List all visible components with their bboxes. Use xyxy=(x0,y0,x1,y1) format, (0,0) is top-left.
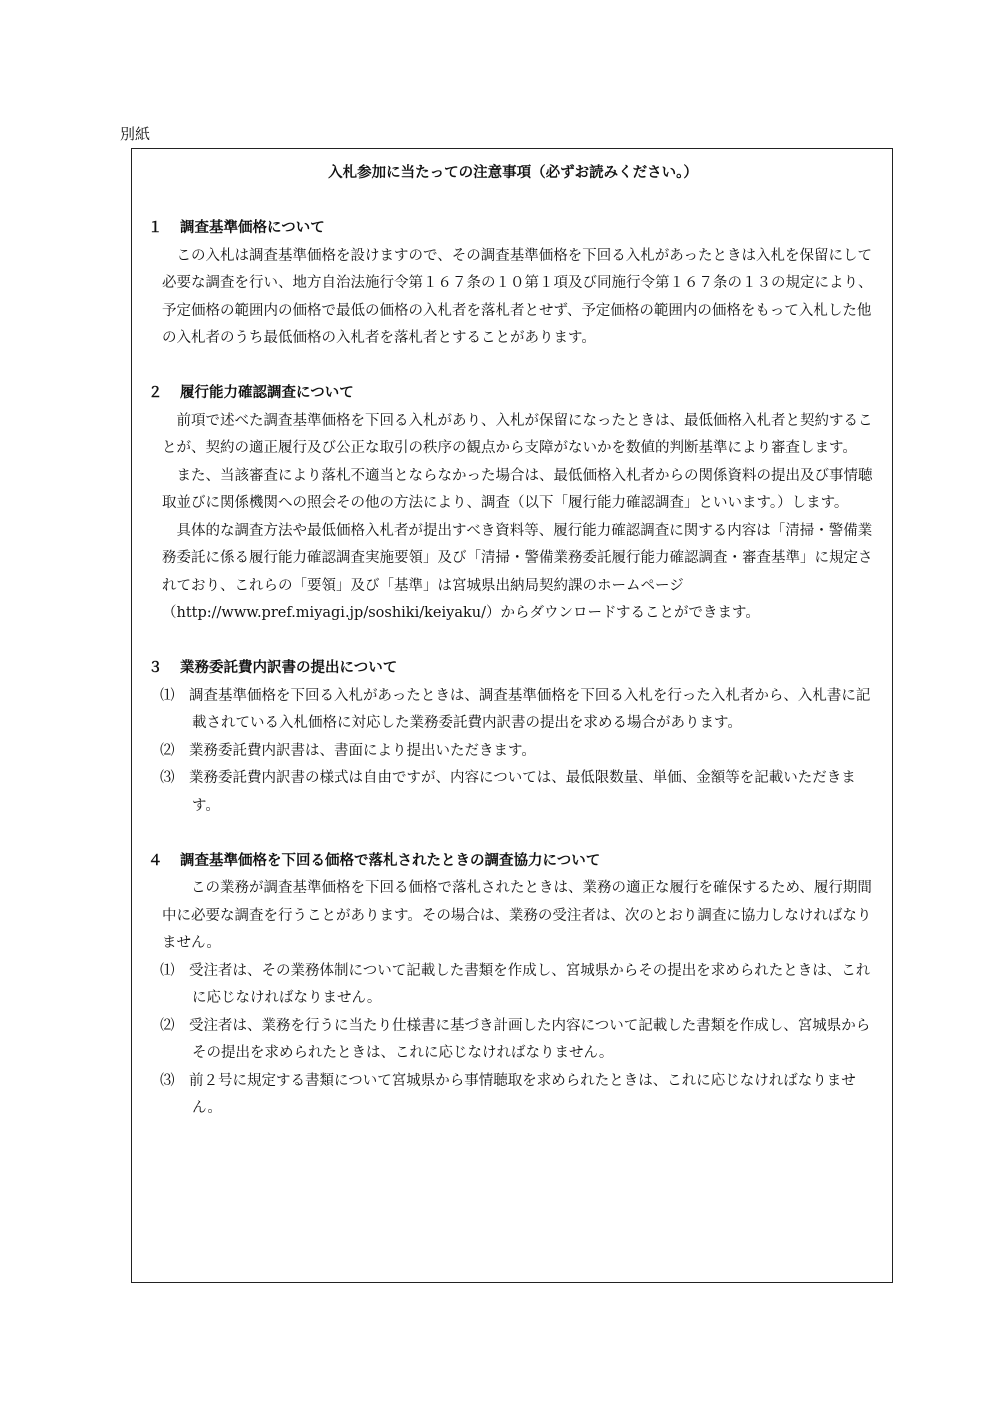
paragraph: この業務が調査基準価格を下回る価格で落札されたときは、業務の適正な履行を確保するため、履行期間中に必要な調査を行うことがあります。その場合は、業務の受注者は、次のとおり調査に協力しなければなりません。 xyxy=(162,880,872,951)
section-heading xyxy=(146,655,880,683)
paragraph: 前項で述べた調査基準価格を下回る入札があり、入札が保留になったときは、最低価格入札者と契約することが、契約の適正履行及び公正な取引の秩序の観点から支障がないかを数値的判断基準により審査します。 xyxy=(162,412,873,456)
section-title: 調査基準価格を下回る価格で落札されたときの調査協力について xyxy=(180,852,601,869)
section-4 xyxy=(146,848,880,1123)
item-mark: ⑵ xyxy=(160,1017,175,1034)
item-mark: ⑴ xyxy=(160,962,175,979)
list-item xyxy=(146,1068,880,1123)
section-heading xyxy=(146,215,880,243)
page-label: 別紙 xyxy=(120,125,151,143)
item-text: 調査基準価格を下回る入札があったときは、調査基準価格を下回る入札を行った入札者から、入札書に記載されている入札価格に対応した業務委託費内訳書の提出を求める場合があります。 xyxy=(189,687,871,731)
list-item xyxy=(146,958,880,1013)
section-title: 履行能力確認調査について xyxy=(180,385,354,401)
document-title: 入札参加に当たっての注意事項（必ずお読みください。） xyxy=(328,165,698,181)
section-number: １ xyxy=(148,220,163,236)
list-item xyxy=(146,683,880,738)
list-item xyxy=(146,738,880,766)
paragraph: また、当該審査により落札不適当とならなかった場合は、最低価格入札者からの関係資料の提出及び事情聴取並びに関係機関への照会その他の方法により、調査（以下「履行能力確認調査」といいます。）します。 xyxy=(162,467,873,511)
item-text: 受注者は、業務を行うに当たり仕様書に基づき計画した内容について記載した書類を作成し、宮城県からその提出を求められたときは、これに応じなければなりません。 xyxy=(189,1017,871,1061)
section-number: ２ xyxy=(148,385,163,401)
paragraph: 具体的な調査方法や最低価格入札者が提出すべき資料等、履行能力確認調査に関する内容は「清掃・警備業務委託に係る履行能力確認調査実施要領」及び「清掃・警備業務委託履行能力確認調査・審査基準」に規定されており、これらの「要領」及び「基準」は宮城県出納局契約課のホームページ（http://www.pref.miyagi.jp/soshiki/keiyaku/）からダウンロードすることができます。 xyxy=(162,522,873,621)
section-number: ４ xyxy=(148,852,163,869)
item-text: 業務委託費内訳書の様式は自由ですが、内容については、最低限数量、単価、金額等を記載いただきます。 xyxy=(189,770,856,814)
item-mark: ⑶ xyxy=(160,1072,175,1089)
paragraph: この入札は調査基準価格を設けますので、その調査基準価格を下回る入札があったときは入札を保留にして必要な調査を行い、地方自治法施行令第１６７条の１０第１項及び同施行令第１６７条の１３の規定により、予定価格の範囲内の価格で最低の価格の入札者を落札者とせず、予定価格の範囲内の価格をもって入札した他の入札者のうち最低価格の入札者を落札者とすることがあります。 xyxy=(162,247,873,346)
section-heading xyxy=(146,848,880,876)
section-3 xyxy=(146,655,880,820)
list-item xyxy=(146,1013,880,1068)
item-mark: ⑵ xyxy=(160,742,175,759)
section-2 xyxy=(146,380,880,628)
item-text: 前２号に規定する書類について宮城県から事情聴取を求められたときは、これに応じなければなりません。 xyxy=(189,1072,856,1116)
item-text: 業務委託費内訳書は、書面により提出いただきます。 xyxy=(189,742,536,759)
section-title: 調査基準価格について xyxy=(180,220,325,236)
section-number: ３ xyxy=(148,660,163,676)
section-heading xyxy=(146,380,880,408)
section-title: 業務委託費内訳書の提出について xyxy=(180,660,398,676)
item-mark: ⑴ xyxy=(160,687,175,704)
item-mark: ⑶ xyxy=(160,770,175,786)
list-item xyxy=(146,765,880,820)
section-1 xyxy=(146,215,880,353)
notice-box xyxy=(131,148,893,1283)
item-text: 受注者は、その業務体制について記載した書類を作成し、宮城県からその提出を求められたときは、これに応じなければなりません。 xyxy=(189,962,871,1006)
